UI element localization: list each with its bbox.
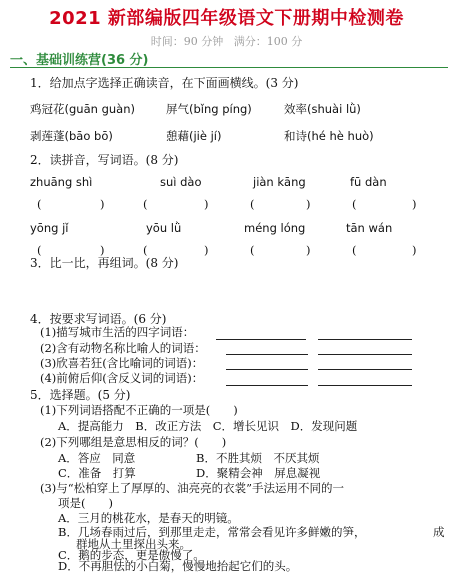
answer-paren-open: (: [352, 243, 357, 257]
q4-item: (3)欣喜若狂(含比喻词的词语)：: [40, 356, 204, 370]
answer-line[interactable]: [318, 385, 412, 386]
q5-option: B．不胜其烦 不厌其烦: [196, 451, 320, 465]
section-heading: 一、基础训练营(36 分): [10, 53, 149, 68]
q5-option: D．不再胆怯的小白菊，慢慢地抬起它们的头。: [58, 559, 298, 573]
answer-paren-open: (: [143, 197, 148, 211]
q1-item: 效率(shuài lǜ): [284, 102, 361, 116]
answer-paren-open: (: [352, 197, 357, 211]
q5-option: A．三月的桃花水，是春天的明镜。: [58, 511, 239, 525]
answer-paren-open: (: [250, 243, 255, 257]
answer-line[interactable]: [226, 385, 308, 386]
q5-option: C．准备 打算: [58, 466, 136, 480]
exam-score: 满分：100 分: [233, 35, 303, 48]
q5-sub3-stem: (3)与“松柏穿上了厚厚的、油亮亮的衣裳”手法运用不同的一: [40, 481, 345, 495]
paper-title: 2021 新部编版四年级语文下册期中检测卷: [49, 8, 404, 29]
answer-paren-close: ): [412, 197, 417, 211]
q1-item: 鸡冠花(guān guàn): [30, 102, 135, 116]
exam-time: 时间：90 分钟: [150, 35, 224, 48]
q1-item: 剥莲蓬(bāo bō): [30, 129, 113, 143]
q5-option-tail: 成: [433, 525, 445, 539]
q2-pinyin: jiàn kāng: [253, 175, 306, 189]
q5-option: D．聚精会神 屏息凝视: [196, 466, 321, 480]
q5-sub1-stem: (1)下列词语搭配不正确的一项是( ): [40, 403, 238, 417]
q2-pinyin: fū dàn: [350, 175, 387, 189]
answer-line[interactable]: [318, 354, 412, 355]
q4-item: (1)描写城市生活的四字词语：: [40, 325, 195, 339]
answer-paren-close: ): [306, 243, 311, 257]
section-divider: [10, 67, 448, 68]
answer-paren-open: (: [250, 197, 255, 211]
q2-pinyin: zhuāng shì: [30, 175, 93, 189]
q5-sub3-stem-cont: 项是( ): [58, 496, 113, 510]
answer-line[interactable]: [226, 369, 308, 370]
answer-line[interactable]: [318, 339, 412, 340]
q5-sub1-options: A．提高能力 B．改正方法 C．增长见识 D．发现问题: [58, 419, 358, 433]
q5-option: A．答应 同意: [58, 451, 136, 465]
answer-paren-close: ): [204, 243, 209, 257]
q1-item: 屏气(bǐng píng): [166, 102, 252, 116]
q1-item: 憩藉(jiè jí): [166, 129, 222, 143]
q4-item: (2)含有动物名称比喻人的词语：: [40, 341, 206, 355]
exam-meta: [0, 33, 453, 49]
answer-paren-close: ): [100, 243, 105, 257]
q4-item: (4)前俯后仰(含反义词的词语)：: [40, 371, 204, 385]
q5-sub2-stem: (2)下列哪组是意思相反的词？( ): [40, 435, 227, 449]
q3-prompt: 3．比一比，再组词。(8 分): [30, 256, 179, 270]
q2-pinyin: suì dào: [160, 175, 202, 189]
q2-pinyin: yōu lǜ: [146, 221, 182, 235]
answer-paren-close: ): [204, 197, 209, 211]
q5-option: C．鹅的步态，更是傲慢了。: [58, 548, 205, 562]
answer-paren-open: (: [37, 243, 42, 257]
q5-option-cont: 群地从土里探出头来。: [76, 537, 191, 551]
answer-paren-open: (: [143, 243, 148, 257]
answer-paren-open: (: [37, 197, 42, 211]
answer-line[interactable]: [216, 339, 306, 340]
q5-option: B．几场春雨过后，到那里走走，常常会看见许多鲜嫩的笋，: [58, 525, 366, 539]
answer-paren-close: ): [306, 197, 311, 211]
q1-prompt: 1．给加点字选择正确读音，在下面画横线。(3 分): [30, 76, 299, 90]
q1-item: 和诗(hé hè huò): [284, 129, 374, 143]
answer-line[interactable]: [318, 369, 412, 370]
q2-pinyin: yōng jǐ: [30, 221, 69, 235]
q2-pinyin: tān wán: [346, 221, 393, 235]
q2-pinyin: méng lóng: [244, 221, 306, 235]
answer-paren-close: ): [412, 243, 417, 257]
q5-prompt: 5．选择题。(5 分): [30, 388, 131, 402]
answer-line[interactable]: [226, 354, 308, 355]
q4-prompt: 4．按要求写词语。(6 分): [30, 312, 167, 326]
answer-paren-close: ): [100, 197, 105, 211]
q2-prompt: 2．读拼音，写词语。(8 分): [30, 153, 179, 167]
